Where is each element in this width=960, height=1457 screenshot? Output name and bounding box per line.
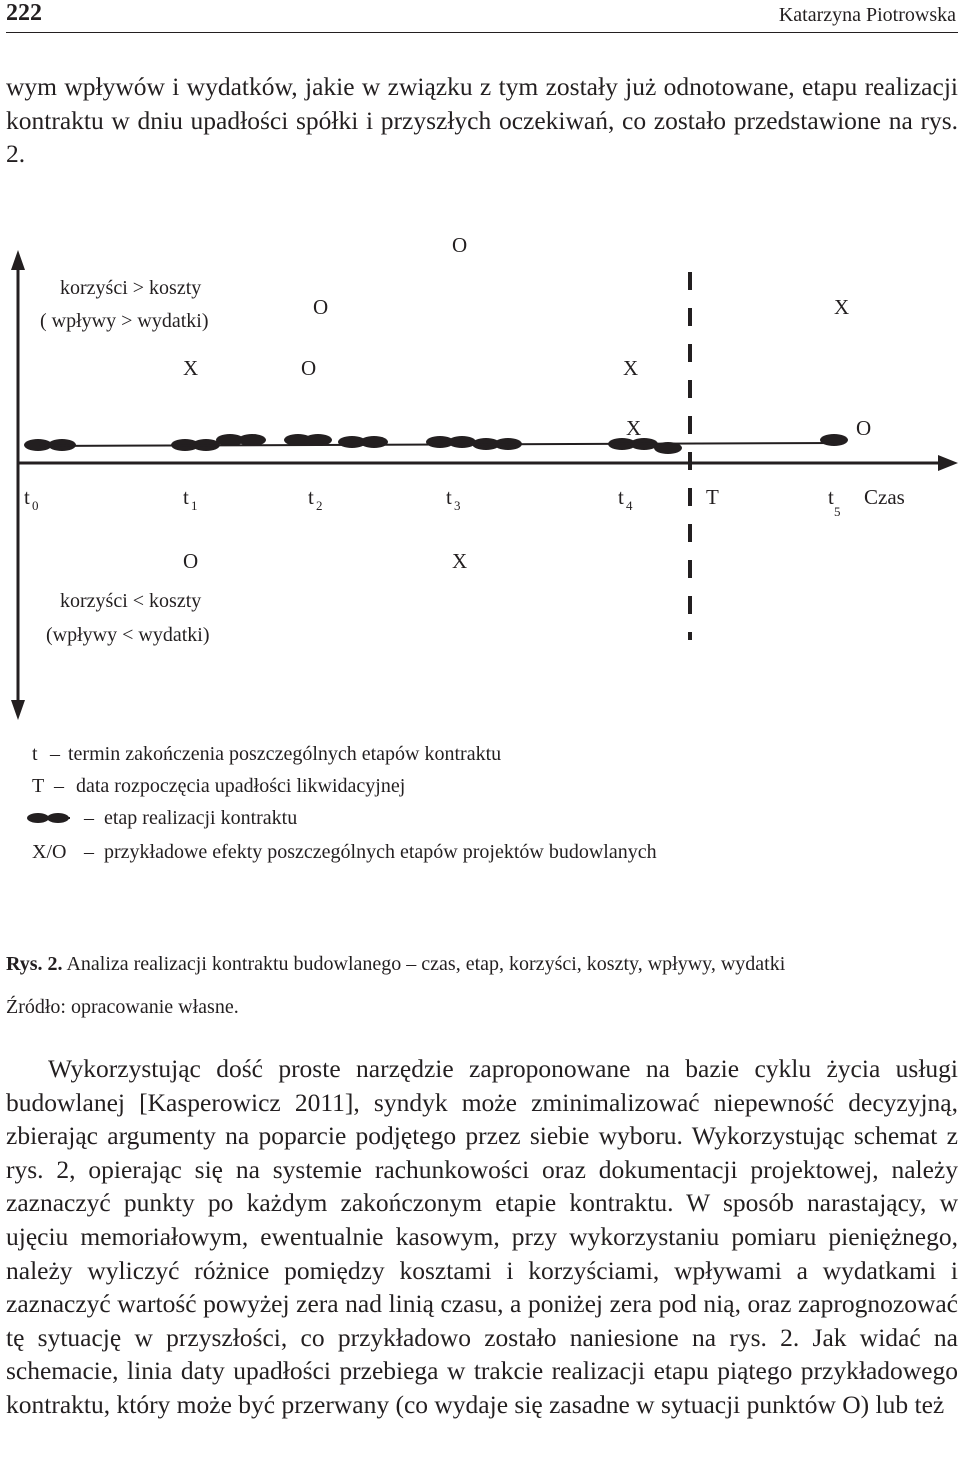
stage-marker: [426, 436, 476, 448]
svg-text:2: 2: [316, 498, 323, 513]
legend-dash: –: [54, 775, 64, 797]
tick-label: [618, 485, 633, 513]
legend-dash: –: [84, 807, 94, 829]
svg-text:t: t: [828, 485, 834, 509]
mark-o: O: [313, 295, 329, 319]
figure-caption-text: Analiza realizacji kontraktu budowlanego – czas, etap, korzyści, koszty, wpływy, wydatki: [66, 953, 786, 975]
svg-text:1: 1: [191, 498, 198, 513]
mark-o: O: [452, 233, 468, 257]
tick-label: [183, 485, 198, 513]
time-axis-label: Czas: [864, 485, 905, 509]
legend-dash: –: [84, 841, 94, 863]
legend-xo-symbol: X/O: [32, 841, 67, 863]
legend-stage-text: etap realizacji kontraktu: [104, 807, 298, 829]
mark-o: X: [623, 356, 639, 380]
svg-text:5: 5: [834, 504, 841, 519]
page-number: 222: [6, 0, 42, 26]
mark-x: O: [301, 356, 317, 380]
upper-label-1: korzyści > koszty: [60, 277, 202, 299]
svg-text:3: 3: [454, 498, 461, 513]
axis-arrow-down-icon: [11, 700, 25, 720]
legend-T-symbol: T: [32, 775, 45, 797]
svg-text:t: t: [24, 485, 30, 509]
running-header-author: Katarzyna Piotrowska: [778, 4, 956, 26]
svg-text:4: 4: [626, 498, 633, 513]
upper-label-2: ( wpływy > wydatki): [40, 310, 209, 332]
diagram-figure: [0, 230, 960, 960]
figure-source: Źródło: opracowanie własne.: [6, 996, 239, 1018]
body-paragraph: Wykorzystując dość proste narzędzie zaproponowane na bazie cyklu życia usługi budowlanej [Kasperowicz 2011], syndyk może zminimalizować niepewność decyzyjną, zbierając argumenty na poparcie podjętego przez siebie wyboru. Wykorzystując schemat z rys. 2, opierając się na systemie rachunkowości oraz dokumentacji projektowej, należy zaznaczyć punkty po każdym zakończonym etapie kontraktu. W sposób narastający, w ujęciu memoriałowym, ewentualnie kasowym, przy wykorzystaniu pomiaru pieniężnego, należy wyliczyć różnice pomiędzy kosztami i korzyściami, wpływami a wydatkami i zaznaczyć wartość powyżej zera nad linią czasu, a poniżej zera pod nią, oraz zaprognozować tę sytuację w przyszłości, co przykładowo zostało naniesione na rys. 2. Jak widać na schemacie, linia daty upadłości przebiega w trakcie realizacji etapu piątego przykładowego kontraktu, który może być przerwany (co wydaje się zasadne w sytuacji punktów O) lub też: [6, 1054, 958, 1419]
legend-t-symbol: t: [32, 743, 38, 765]
svg-text:t: t: [618, 485, 624, 509]
time-axis-arrow-icon: [938, 455, 958, 471]
legend-T-text: data rozpoczęcia upadłości likwidacyjnej: [76, 775, 406, 797]
legend-dash: –: [50, 743, 60, 765]
mark-x: X: [183, 356, 199, 380]
header-rule: [6, 32, 958, 33]
mark-o: O: [856, 416, 872, 440]
bankruptcy-tick-label: T: [706, 485, 719, 509]
mark-x: X: [626, 416, 642, 440]
mark-o: O: [183, 549, 199, 573]
svg-text:t: t: [308, 485, 314, 509]
legend: [27, 743, 657, 863]
lower-label-2: (wpływy < wydatki): [46, 624, 210, 646]
figure-caption: [6, 953, 785, 976]
svg-text:t: t: [183, 485, 189, 509]
mark-x: X: [834, 295, 850, 319]
stage-marker: [820, 434, 848, 446]
svg-text:0: 0: [32, 498, 39, 513]
figure-caption-label: Rys. 2.: [6, 953, 63, 975]
tick-label: [308, 485, 323, 513]
intro-paragraph: wym wpływów i wydatków, jakie w związku z tym zostały już odnotowane, etapu realizacji kontraktu w dniu upadłości spółki i przyszłych oczekiwań, co zostało przedstawione na rys. 2.: [6, 72, 958, 168]
stage-marker: [338, 436, 388, 448]
lower-label-1: korzyści < koszty: [60, 590, 202, 612]
axis-arrow-up-icon: [11, 250, 25, 270]
tick-label: [828, 485, 841, 519]
mark-x: X: [452, 549, 468, 573]
legend-stage-icon: [27, 813, 70, 823]
svg-text:t: t: [446, 485, 452, 509]
legend-xo-text: przykładowe efekty poszczególnych etapów projektów budowlanych: [104, 841, 657, 863]
legend-t-text: termin zakończenia poszczególnych etapów kontraktu: [68, 743, 502, 765]
tick-label: [446, 485, 461, 513]
tick-label: [24, 485, 39, 513]
